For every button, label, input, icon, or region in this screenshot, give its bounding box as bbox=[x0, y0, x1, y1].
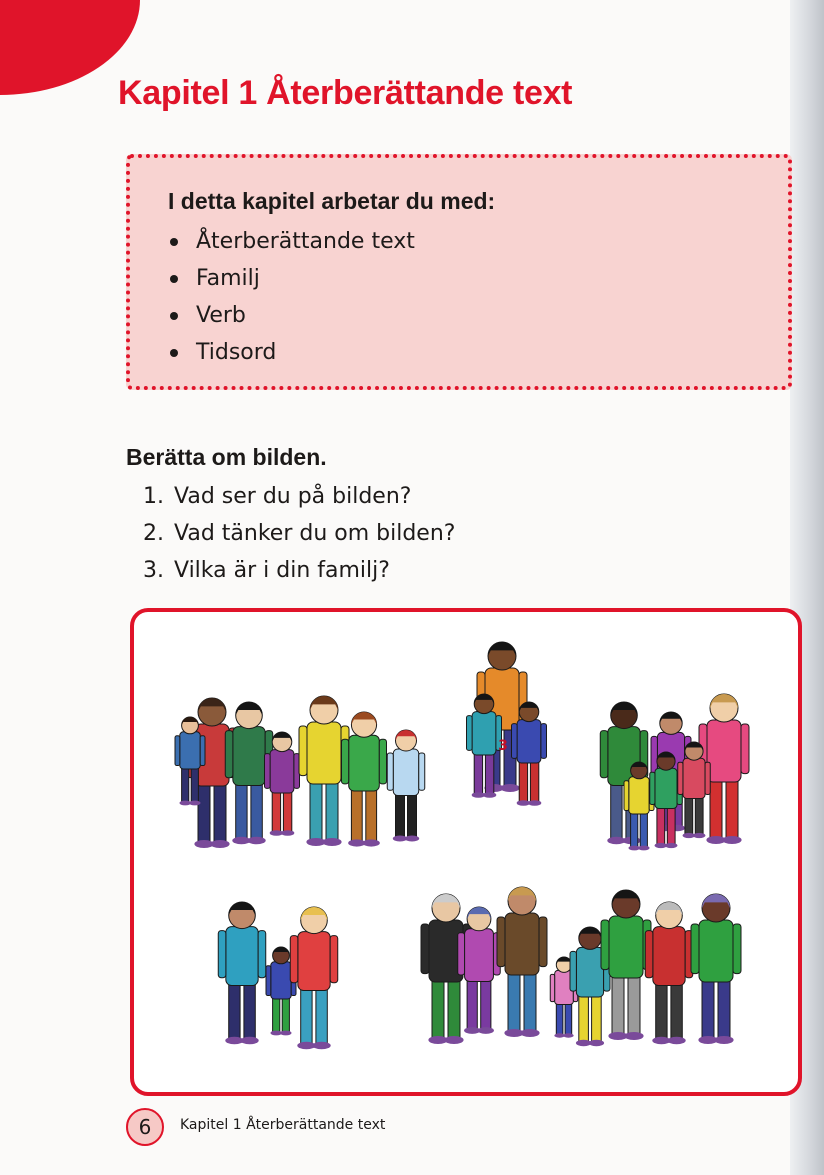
person-figure bbox=[601, 890, 651, 1040]
bullet-icon bbox=[170, 349, 178, 357]
question-list bbox=[143, 478, 455, 589]
person-figure bbox=[497, 887, 547, 1037]
goals-list-item: Tidsord bbox=[168, 334, 752, 371]
goals-heading: I detta kapitel arbetar du med: bbox=[168, 188, 496, 214]
goals-list bbox=[168, 223, 752, 371]
question-item: 3. Vilka är i din familj? bbox=[143, 558, 390, 583]
discussion-heading: Berätta om bilden. bbox=[126, 444, 327, 470]
person-figure bbox=[645, 902, 693, 1044]
page-number-badge: 6 bbox=[126, 1108, 164, 1146]
question-item: 2. Vad tänker du om bilden? bbox=[143, 521, 456, 546]
goals-list-item: Verb bbox=[168, 297, 752, 334]
goals-list-item: Återberättande text bbox=[168, 223, 752, 260]
bullet-icon bbox=[170, 238, 178, 246]
question-item: 1. Vad ser du på bilden? bbox=[143, 484, 412, 509]
chapter-goals-box bbox=[126, 154, 792, 390]
family-illustration-frame bbox=[130, 608, 802, 1096]
jersey-number-label: 3 bbox=[498, 738, 508, 754]
goals-list-item: Familj bbox=[168, 260, 752, 297]
footer-running-title: Kapitel 1 Återberättande text bbox=[180, 1117, 386, 1133]
chapter-title: Kapitel 1 Återberättande text bbox=[118, 74, 573, 112]
person-figure bbox=[387, 730, 425, 842]
person-figure bbox=[218, 902, 266, 1044]
person-figure bbox=[691, 894, 741, 1044]
family-groups-illustration bbox=[134, 612, 798, 1092]
bullet-icon bbox=[170, 275, 178, 283]
person-figure bbox=[290, 907, 338, 1049]
bullet-icon bbox=[170, 312, 178, 320]
